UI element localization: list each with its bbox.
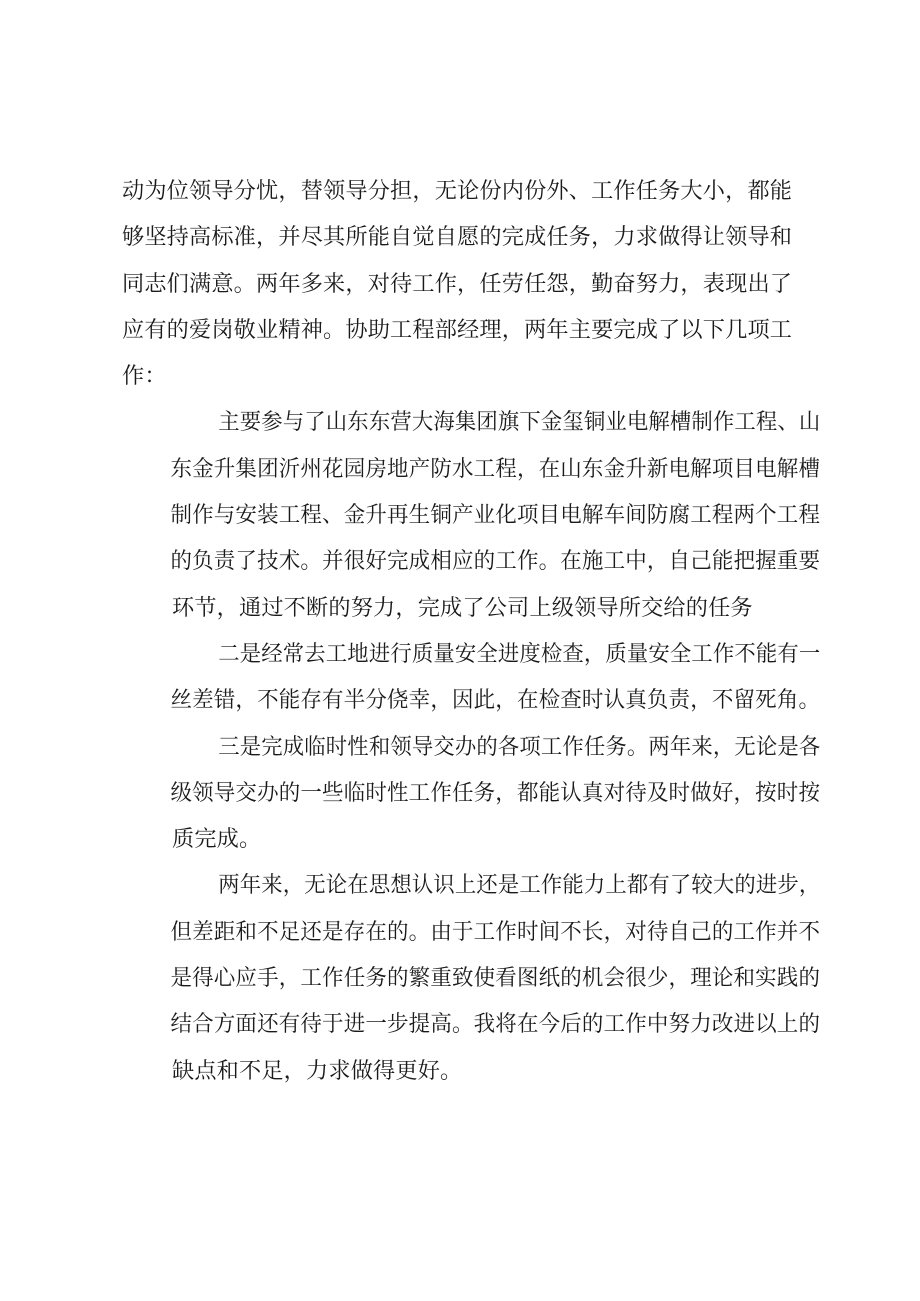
text-line: 环节，通过不断的努力，完成了公司上级领导所交给的任务 xyxy=(172,594,753,621)
text-line: 但差距和不足还是存在的。由于工作时间不长，对待自己的工作并不 xyxy=(170,918,821,945)
text-line: 制作与安装工程、金升再生铜产业化项目电解车间防腐工程两个工程 xyxy=(170,502,821,529)
text-line: 同志们满意。两年多来，对待工作，任劳任怨，勤奋努力，表现出了 xyxy=(122,270,793,297)
paragraph-5 xyxy=(122,862,822,1093)
text-line: 东金升集团沂州花园房地产防水工程，在山东金升新电解项目电解槽 xyxy=(170,455,821,482)
paragraph-3 xyxy=(122,631,822,724)
paragraph-2 xyxy=(122,399,822,630)
paragraph-4 xyxy=(122,724,822,863)
text-line: 缺点和不足，力求做得更好。 xyxy=(172,1057,463,1084)
text-line: 主要参与了山东东营大海集团旗下金玺铜业电解槽制作工程、山 xyxy=(218,409,821,436)
text-line: 的负责了技术。并很好完成相应的工作。在施工中，自己能把握重要 xyxy=(170,548,821,575)
paragraph-1 xyxy=(122,168,822,399)
text-line: 结合方面还有待于进一步提高。我将在今后的工作中努力改进以上的 xyxy=(170,1011,821,1038)
text-line: 两年来，无论在思想认识上还是工作能力上都有了较大的进步， xyxy=(218,872,821,899)
text-line: 二是经常去工地进行质量安全进度检查，质量安全工作不能有一 xyxy=(218,640,821,667)
text-line: 够坚持高标准，并尽其所能自觉自愿的完成任务，力求做得让领导和 xyxy=(122,224,793,251)
text-line: 丝差错，不能存有半分侥幸，因此，在检查时认真负责，不留死角。 xyxy=(170,687,821,714)
text-line: 是得心应手，工作任务的繁重致使看图纸的机会很少，理论和实践的 xyxy=(170,965,821,992)
text-line: 质完成。 xyxy=(172,826,262,853)
text-line: 应有的爱岗敬业精神。协助工程部经理，两年主要完成了以下几项工 xyxy=(122,316,793,343)
document-body xyxy=(122,168,822,1094)
text-line: 级领导交办的一些临时性工作任务，都能认真对待及时做好，按时按 xyxy=(170,779,821,806)
text-line: 作： xyxy=(122,363,167,390)
text-line: 三是完成临时性和领导交办的各项工作任务。两年来，无论是各 xyxy=(218,733,821,760)
text-line: 动为位领导分忧，替领导分担，无论份内份外、工作任务大小，都能 xyxy=(122,178,793,204)
